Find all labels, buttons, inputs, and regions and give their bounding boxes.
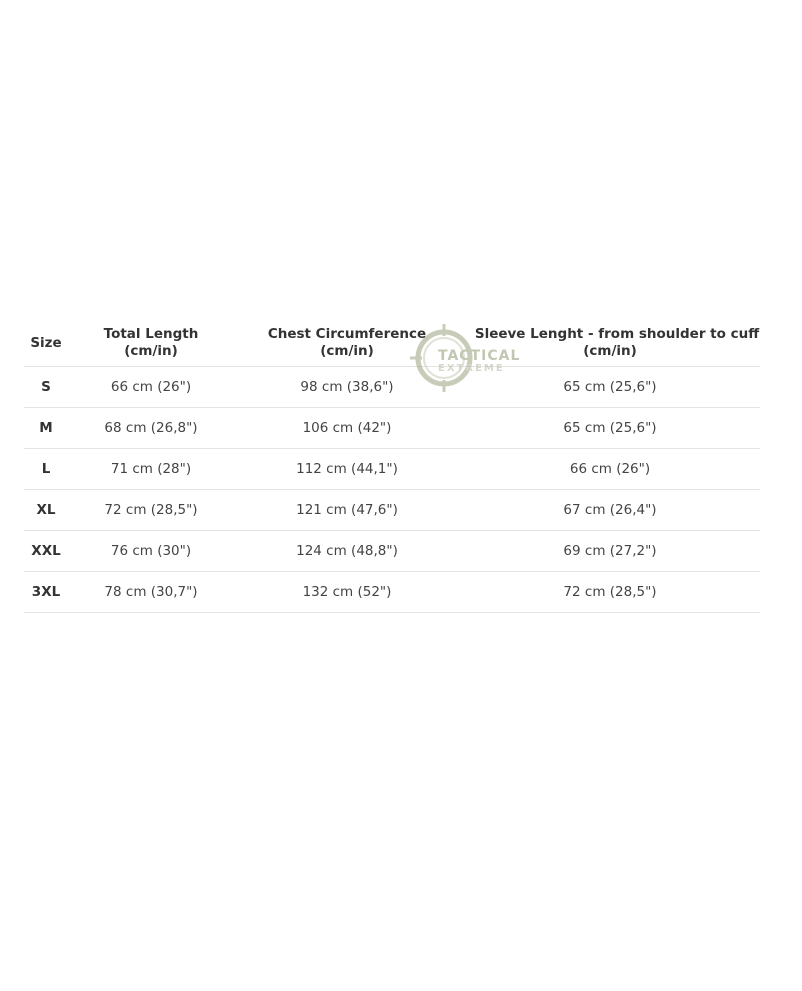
header-total-length-label: Total Length [103,326,199,342]
chest-cell: 112 cm (44,1") [234,449,460,490]
sleeve-cell: 65 cm (25,6") [460,408,760,449]
header-chest-label: Chest Circumference [267,326,427,342]
size-cell: M [24,408,68,449]
table-row [24,449,760,490]
watermark-text-extreme: EXTREME [438,363,505,374]
header-sleeve-length [460,322,760,367]
table-row [24,490,760,531]
header-row [24,322,760,367]
header-chest-circumference [234,322,460,367]
header-size-label: Size [30,334,62,351]
chest-cell: 132 cm (52") [234,572,460,613]
header-chest-unit: (cm/in) [320,343,374,359]
chest-cell: 121 cm (47,6") [234,490,460,531]
table-row [24,531,760,572]
sleeve-cell: 67 cm (26,4") [460,490,760,531]
length-cell: 66 cm (26") [68,367,234,408]
length-cell: 78 cm (30,7") [68,572,234,613]
size-chart-table [24,322,760,613]
sleeve-cell: 69 cm (27,2") [460,531,760,572]
length-cell: 68 cm (26,8") [68,408,234,449]
table-row [24,408,760,449]
length-cell: 72 cm (28,5") [68,490,234,531]
length-cell: 76 cm (30") [68,531,234,572]
header-total-length-unit: (cm/in) [124,343,178,359]
header-sleeve-label: Sleeve Lenght - from shoulder to cuff [474,326,760,342]
chest-cell: 106 cm (42") [234,408,460,449]
size-cell: S [24,367,68,408]
sleeve-cell: 72 cm (28,5") [460,572,760,613]
header-sleeve-unit: (cm/in) [583,343,637,359]
watermark-text-tactical: TACTICAL [438,348,521,364]
table-row [24,572,760,613]
header-size [24,322,68,367]
size-cell: L [24,449,68,490]
chest-cell: 98 cm (38,6") [234,367,460,408]
size-cell: XXL [24,531,68,572]
size-cell: XL [24,490,68,531]
header-total-length [68,322,234,367]
sleeve-cell: 66 cm (26") [460,449,760,490]
sleeve-cell: 65 cm (25,6") [460,367,760,408]
chest-cell: 124 cm (48,8") [234,531,460,572]
table-row [24,367,760,408]
size-cell: 3XL [24,572,68,613]
length-cell: 71 cm (28") [68,449,234,490]
